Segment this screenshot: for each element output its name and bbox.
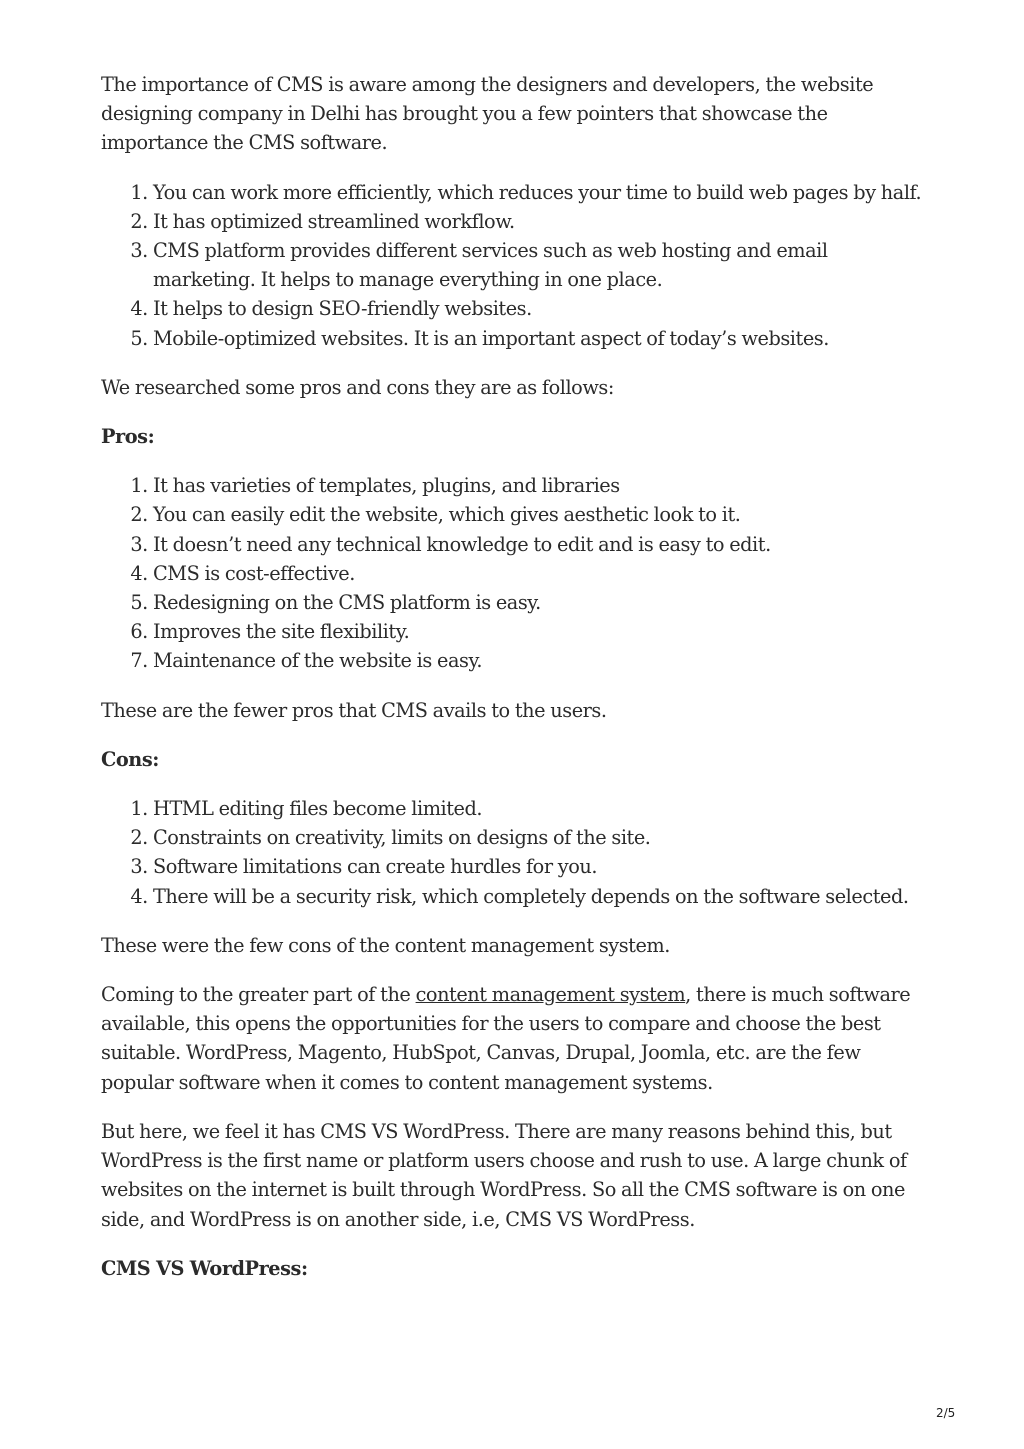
research-intro: We researched some pros and cons they are as follows:: [101, 375, 614, 399]
list-item: 2. It has optimized streamlined workflow.: [153, 207, 931, 236]
list-item: 2. Constraints on creativity, limits on designs of the site.: [153, 823, 931, 852]
list-item: 1. It has varieties of templates, plugins, and libraries: [153, 471, 931, 500]
list-item: 3. It doesn’t need any technical knowledge to edit and is easy to edit.: [153, 530, 931, 559]
list-item: 4. There will be a security risk, which completely depends on the software selected.: [153, 882, 931, 911]
cons-heading: Cons:: [101, 747, 159, 771]
cons-summary: These were the few cons of the content management system.: [101, 933, 670, 957]
content-management-system-link[interactable]: content management system: [415, 983, 686, 1007]
list-item: 3. Software limitations can create hurdles for you.: [153, 852, 931, 881]
list-item: 3. CMS platform provides different services such as web hosting and email marketing. It helps to manage everything in one place.: [153, 236, 931, 294]
pros-list: [101, 471, 931, 675]
cons-list: [101, 794, 931, 911]
pros-heading: Pros:: [101, 425, 155, 449]
software-paragraph: [101, 980, 931, 1097]
list-item: 2. You can easily edit the website, which gives aesthetic look to it.: [153, 500, 931, 529]
pros-summary: These are the fewer pros that CMS avails to the users.: [101, 698, 607, 722]
list-item: 1. HTML editing files become limited.: [153, 794, 931, 823]
list-item: 4. CMS is cost-effective.: [153, 559, 931, 588]
document-page: [101, 70, 931, 1303]
comparison-heading: CMS VS WordPress:: [101, 1256, 308, 1280]
list-item: 7. Maintenance of the website is easy.: [153, 646, 931, 675]
list-item: 5. Mobile-optimized websites. It is an important aspect of today’s websites.: [153, 324, 931, 353]
intro-paragraph: The importance of CMS is aware among the designers and developers, the website designing company in Delhi has brought you a few pointers that showcase the importance the CMS software.: [101, 73, 874, 155]
list-item: 4. It helps to design SEO-friendly websites.: [153, 294, 931, 323]
software-text-before: Coming to the greater part of the: [101, 983, 416, 1007]
list-item: 5. Redesigning on the CMS platform is easy.: [153, 588, 931, 617]
software-text-after: , there is much software available, this opens the opportunities for the users to compare and choose the best suitable. WordPress, Magento, HubSpot, Canvas, Drupal, Joomla, etc. are the few popular software when it comes to content management systems.: [101, 983, 911, 1094]
importance-list: [101, 178, 931, 353]
page-number: 2/5: [936, 1406, 956, 1420]
list-item: 6. Improves the site flexibility.: [153, 617, 931, 646]
list-item: 1. You can work more efficiently, which reduces your time to build web pages by half.: [153, 178, 931, 207]
wordpress-paragraph: But here, we feel it has CMS VS WordPress. There are many reasons behind this, but WordPress is the first name or platform users choose and rush to use. A large chunk of websites on the internet is built through WordPress. So all the CMS software is on one side, and WordPress is on another side, i.e, CMS VS WordPress.: [101, 1119, 907, 1231]
